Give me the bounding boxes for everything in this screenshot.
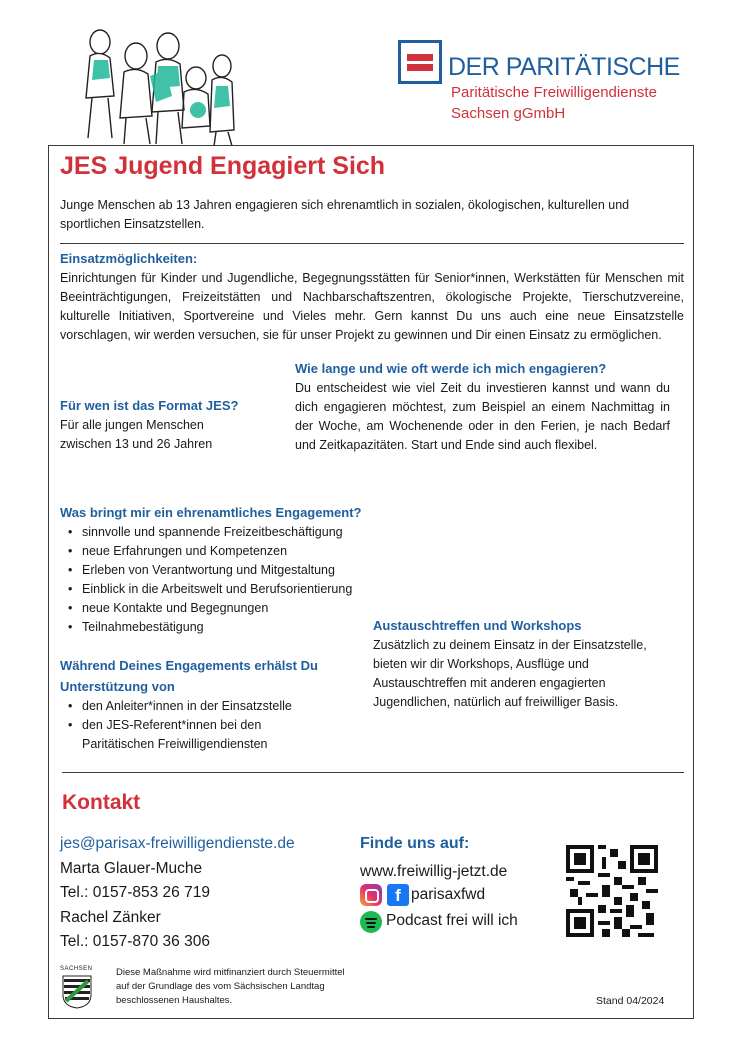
einsatz-heading: Einsatzmöglichkeiten: xyxy=(60,251,198,266)
kontakt-phone-2: Tel.: 0157-870 36 306 xyxy=(60,933,210,950)
sachsen-coat-of-arms xyxy=(60,966,94,1010)
paritaetische-logo xyxy=(398,40,694,124)
wie-lange-text: Du entscheidest wie viel Zeit du investieren kannst und wann du dich engagieren möchtest, zum Beispiel an einem Nachmittag in der Woche, am Wochenende oder in den Ferien, je nach Bedarf und Zeitkapazitäten. Start und Ende sind auch flexibel. xyxy=(295,381,670,452)
footer-line-2: auf der Grundlage des vom Sächsischen Landtag xyxy=(116,981,325,992)
unterstuetzung-list xyxy=(60,697,360,754)
unterstuetzung-heading-line1: Während Deines Engagements erhälst Du xyxy=(60,658,318,673)
list-item: • sinnvolle und spannende Freizeitbeschäftigung xyxy=(60,523,380,542)
list-item-line: den JES-Referent*innen bei den xyxy=(82,718,262,732)
list-item-line: Paritätischen Freiwilligendiensten xyxy=(82,737,268,751)
website-link[interactable]: www.freiwillig-jetzt.de xyxy=(360,863,508,880)
divider-bottom xyxy=(62,772,684,773)
social-heading: Finde uns auf: xyxy=(360,835,470,852)
list-item: • Erleben von Verantwortung und Mitgestaltung xyxy=(60,561,380,580)
kontakt-phone-1: Tel.: 0157-853 26 719 xyxy=(60,884,210,901)
austausch-heading: Austauschtreffen und Workshops xyxy=(373,618,582,633)
kontakt-heading: Kontakt xyxy=(62,791,141,814)
fuer-wen-heading: Für wen ist das Format JES? xyxy=(60,398,239,413)
kontakt-name-2: Rachel Zänker xyxy=(60,909,161,926)
list-item: • neue Kontakte und Begegnungen xyxy=(60,599,380,618)
list-item: • Teilnahmebestätigung xyxy=(60,618,380,637)
logo-mark xyxy=(398,40,442,84)
logo-org-sub2: Sachsen gGmbH xyxy=(451,105,566,122)
austausch-text: Zusätzlich zu deinem Einsatz in der Einsatzstelle, bieten wir dir Workshops, Ausflüge und Austauschtreffen mit anderen engagierten Jugendlichen, natürlich auf freiwilliger Basis. xyxy=(373,638,647,709)
social-handle: parisaxfwd xyxy=(411,886,486,903)
list-item: • Einblick in die Arbeitswelt und Berufsorientierung xyxy=(60,580,380,599)
list-item xyxy=(60,716,360,754)
einsatz-text: Einrichtungen für Kinder und Jugendliche, Begegnungsstätten für Senior*innen, Werkstätten für Menschen mit Beeinträchtigungen, Freizeitstätten und Nachbarschaftszentren, ökologische Projekte, Tierschutzvereine, kulturelle Initiativen, Sportvereine und Vieles mehr. Gern kannst Du uns auch eine neue Einsatzstelle vorschlagen, wir werden versuchen, sie für unser Projekt zu gewinnen und Dir einen Einsatz zu ermöglichen. xyxy=(60,271,684,342)
youth-group-illustration xyxy=(66,26,246,148)
list-item: • den Anleiter*innen in der Einsatzstelle xyxy=(60,697,360,716)
qr-code[interactable] xyxy=(566,845,658,937)
page-title: JES Jugend Engagiert Sich xyxy=(60,152,386,180)
footer-line-1: Diese Maßnahme wird mitfinanziert durch Steuermittel xyxy=(116,967,345,978)
was-bringt-heading: Was bringt mir ein ehrenamtliches Engagement? xyxy=(60,505,362,520)
intro-text: Junge Menschen ab 13 Jahren engagieren sich ehrenamtlich in sozialen, ökologischen, kulturellen und sportlichen Einsatzstellen. xyxy=(60,198,630,231)
logo-org-sub1: Paritätische Freiwilligendienste xyxy=(451,84,657,101)
fuer-wen-line2: zwischen 13 und 26 Jahren xyxy=(60,437,213,451)
divider-top xyxy=(60,243,684,244)
footer-line-3: beschlossenen Haushaltes. xyxy=(116,995,233,1006)
facebook-icon[interactable]: f xyxy=(387,884,409,906)
was-bringt-list xyxy=(60,523,380,637)
kontakt-email-link[interactable]: jes@parisax-freiwilligendienste.de xyxy=(60,835,295,852)
instagram-icon[interactable] xyxy=(360,884,382,906)
unterstuetzung-heading-line2: Unterstützung von xyxy=(60,679,175,694)
spotify-icon[interactable] xyxy=(360,911,382,933)
logo-org-name: DER PARITÄTISCHE xyxy=(448,53,680,81)
wie-lange-heading: Wie lange und wie oft werde ich mich engagieren? xyxy=(295,361,607,376)
kontakt-name-1: Marta Glauer-Muche xyxy=(60,860,203,877)
list-item: • neue Erfahrungen und Kompetenzen xyxy=(60,542,380,561)
podcast-label: Podcast frei will ich xyxy=(386,912,518,929)
sachsen-label: SACHSEN xyxy=(60,966,93,972)
fuer-wen-line1: Für alle jungen Menschen xyxy=(60,418,204,432)
stand-date: Stand 04/2024 xyxy=(596,995,665,1007)
